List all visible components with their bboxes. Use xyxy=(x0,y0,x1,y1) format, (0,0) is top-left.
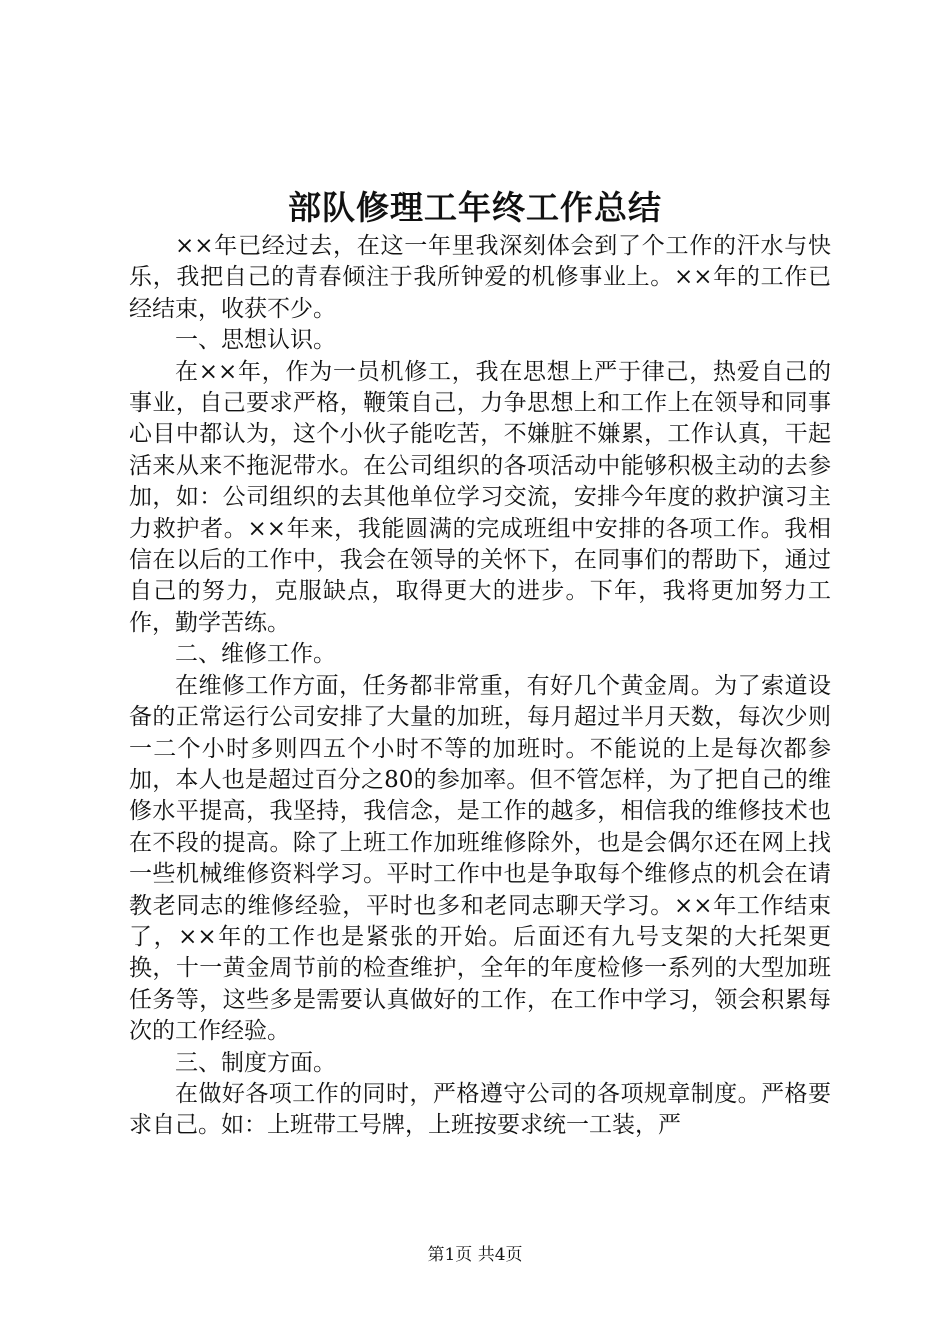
document-title: 部队修理工年终工作总结 xyxy=(288,188,662,227)
section-heading-rules: 三、制度方面。 xyxy=(175,1049,336,1076)
paragraph-thinking: 在××年，作为一员机修工，我在思想上严于律己，热爱自己的事业，自己要求严格，鞭策自己，力争思想上和工作上在领导和同事心目中都认为，这个小伙子能吃苦，不嫌脏不嫌累，工作认真，干起活来从来不拖泥带水。在公司组织的各项活动中能够积极主动的去参加，如：公司组织的去其他单位学习交流，安排今年度的救护演习主力救护者。××年来，我能圆满的完成班组中安排的各项工作。我相信在以后的工作中，我会在领导的关怀下，在同事们的帮助下，通过自己的努力，克服缺点，取得更大的进步。下年，我将更加努力工作，勤学苦练。 xyxy=(129,358,831,636)
section-heading-thinking: 一、思想认识。 xyxy=(175,327,336,354)
paragraph-maintenance: 在维修工作方面，任务都非常重，有好几个黄金周。为了索道设备的正常运行公司安排了大量的加班，每月超过半月天数，每次少则一二个小时多则四五个小时不等的加班时。不能说的上是每次都参加，本人也是超过百分之80的参加率。但不管怎样，为了把自己的维修水平提高，我坚持，我信念，是工作的越多，相信我的维修技术也在不段的提高。除了上班工作加班维修除外，也是会偶尔还在网上找一些机械维修资料学习。平时工作中也是争取每个维修点的机会在请教老同志的维修经验，平时也多和老同志聊天学习。××年工作结束了，××年的工作也是紧张的开始。后面还有九号支架的大托架更换，十一黄金周节前的检查维护，全年的年度检修一系列的大型加班任务等，这些多是需要认真做好的工作，在工作中学习，领会积累每次的工作经验。 xyxy=(129,672,831,1045)
section-heading-maintenance: 二、维修工作。 xyxy=(175,641,336,668)
paragraph-rules: 在做好各项工作的同时，严格遵守公司的各项规章制度。严格要求自己。如：上班带工号牌，上班按要求统一工装，严 xyxy=(129,1080,831,1139)
page-footer: 第1页 共4页 xyxy=(427,1245,523,1265)
document-body xyxy=(129,231,831,1142)
paragraph-intro: ××年已经过去，在这一年里我深刻体会到了个工作的汗水与快乐，我把自己的青春倾注于我所钟爱的机修事业上。××年的工作已经结束，收获不少。 xyxy=(129,233,831,322)
